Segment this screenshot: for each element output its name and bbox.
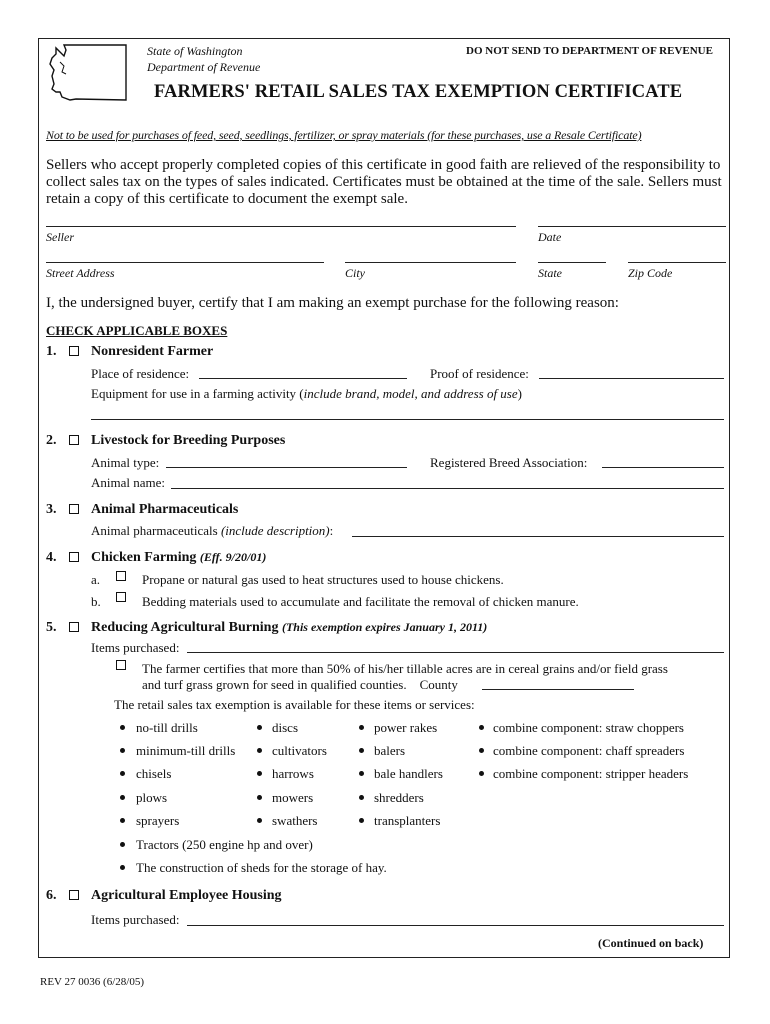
page-title: FARMERS' RETAIL SALES TAX EXEMPTION CERTIFICATE <box>154 82 683 102</box>
item-harrows: harrows <box>272 766 314 781</box>
equipment-label-close: ) <box>517 386 522 401</box>
section-5-checkbox[interactable] <box>69 622 79 632</box>
item-4b-letter: b. <box>91 594 101 609</box>
item-chisels: chisels <box>136 766 172 781</box>
certify-statement: I, the undersigned buyer, certify that I am making an exempt purchase for the following reason: <box>46 295 619 311</box>
animal-name-label: Animal name: <box>91 475 166 490</box>
bullet <box>479 771 484 776</box>
equipment-label-text: Equipment for use in a farming activity ( <box>91 386 304 401</box>
section-4-title-text: Chicken Farming <box>91 550 197 565</box>
section-6-title: Agricultural Employee Housing <box>91 888 282 903</box>
item-sprayers: sprayers <box>136 813 180 828</box>
pharmaceuticals-input-line[interactable] <box>352 536 724 537</box>
section-4-effective-date: (Eff. 9/20/01) <box>199 550 267 564</box>
bullet <box>479 748 484 753</box>
item-power-rakes: power rakes <box>374 720 438 735</box>
item-swathers: swathers <box>272 813 318 828</box>
date-input-line[interactable] <box>538 226 726 227</box>
animal-type-input-line[interactable] <box>166 467 407 468</box>
intro-line: Sellers who accept properly completed copies of this certificate in good faith are relieved of the responsibility to <box>46 157 721 173</box>
pharmaceuticals-label <box>91 523 333 539</box>
breed-association-input-line[interactable] <box>602 467 724 468</box>
item-4b-checkbox[interactable] <box>116 592 126 602</box>
intro-text <box>46 157 722 208</box>
farmer-certify-line-2 <box>142 677 458 693</box>
equipment-label-hint: include brand, model, and address of use <box>303 386 518 401</box>
pharmaceuticals-label-text: Animal pharmaceuticals <box>91 523 221 538</box>
bullet <box>257 795 262 800</box>
item-transplanters: transplanters <box>374 813 441 828</box>
farmer-certify-line-1: The farmer certifies that more than 50% of his/her tillable acres are in cereal grains and/or field grass <box>142 661 668 676</box>
item-4b-text: Bedding materials used to accumulate and facilitate the removal of chicken manure. <box>142 594 579 609</box>
item-minimum-till-drills: minimum-till drills <box>136 743 236 758</box>
item-4a-checkbox[interactable] <box>116 571 126 581</box>
animal-name-input-line[interactable] <box>171 488 724 489</box>
washington-state-map-icon <box>46 42 130 104</box>
county-label: County <box>419 677 458 692</box>
bullet <box>257 818 262 823</box>
place-of-residence-input-line[interactable] <box>199 378 407 379</box>
section-6-checkbox[interactable] <box>69 890 79 900</box>
continued-on-back: (Continued on back) <box>598 936 704 950</box>
farmer-certify-text: and turf grass grown for seed in qualified counties. <box>142 677 407 692</box>
county-input-line[interactable] <box>482 689 634 690</box>
city-label: City <box>345 266 365 280</box>
item-chaff-spreaders: combine component: chaff spreaders <box>493 743 685 758</box>
form-number: REV 27 0036 (6/28/05) <box>40 976 144 988</box>
item-straw-choppers: combine component: straw choppers <box>493 720 684 735</box>
section-4-number: 4. <box>46 550 57 565</box>
section-1-title: Nonresident Farmer <box>91 344 214 359</box>
bullet <box>120 771 125 776</box>
item-balers: balers <box>374 743 406 758</box>
item-discs: discs <box>272 720 298 735</box>
bullet <box>359 795 364 800</box>
date-label: Date <box>538 230 562 244</box>
city-input-line[interactable] <box>345 262 516 263</box>
item-mowers: mowers <box>272 790 314 805</box>
street-address-label: Street Address <box>46 266 115 280</box>
intro-line: collect sales tax on the types of sales indicated. Certificates must be obtained at the time of the sale. Sellers must <box>46 174 722 190</box>
bullet <box>120 818 125 823</box>
section-3-number: 3. <box>46 502 57 517</box>
bullet <box>120 865 125 870</box>
item-shredders: shredders <box>374 790 424 805</box>
item-hay-sheds: The construction of sheds for the storage of hay. <box>136 860 387 875</box>
check-boxes-heading: CHECK APPLICABLE BOXES <box>46 323 228 338</box>
seller-label: Seller <box>46 230 74 244</box>
items-purchased-6-label: Items purchased: <box>91 912 180 927</box>
zip-code-label: Zip Code <box>628 266 673 280</box>
bullet <box>359 748 364 753</box>
items-purchased-5-label: Items purchased: <box>91 640 180 655</box>
bullet <box>257 725 262 730</box>
seller-input-line[interactable] <box>46 226 516 227</box>
equipment-input-line[interactable] <box>91 419 724 420</box>
exemption-available-text: The retail sales tax exemption is available for these items or services: <box>114 697 475 712</box>
bullet <box>120 795 125 800</box>
disclaimer: Not to be used for purchases of feed, seed, seedlings, fertilizer, or spray materials (for these purchases, use a Resale Certificate) <box>46 128 642 142</box>
intro-line: retain a copy of this certificate to document the exempt sale. <box>46 191 408 207</box>
breed-association-label: Registered Breed Association: <box>430 455 588 470</box>
item-cultivators: cultivators <box>272 743 327 758</box>
animal-type-label: Animal type: <box>91 455 160 470</box>
item-4a-text: Propane or natural gas used to heat structures used to house chickens. <box>142 572 504 587</box>
zip-code-input-line[interactable] <box>628 262 726 263</box>
section-5-number: 5. <box>46 620 57 635</box>
section-1-number: 1. <box>46 344 57 359</box>
bullet <box>359 725 364 730</box>
item-no-till-drills: no-till drills <box>136 720 198 735</box>
section-5-expiration: (This exemption expires January 1, 2011) <box>281 620 488 634</box>
items-purchased-5-input-line[interactable] <box>187 652 724 653</box>
proof-of-residence-label: Proof of residence: <box>430 366 529 381</box>
section-6-number: 6. <box>46 888 57 903</box>
item-tractors: Tractors (250 engine hp and over) <box>136 837 313 852</box>
proof-of-residence-input-line[interactable] <box>539 378 724 379</box>
do-not-send-notice: DO NOT SEND TO DEPARTMENT OF REVENUE <box>466 45 713 57</box>
bullet <box>257 748 262 753</box>
item-bale-handlers: bale handlers <box>374 766 443 781</box>
item-plows: plows <box>136 790 168 805</box>
section-2-checkbox[interactable] <box>69 435 79 445</box>
section-3-checkbox[interactable] <box>69 504 79 514</box>
pharmaceuticals-label-hint: (include description) <box>220 523 330 538</box>
bullet <box>359 771 364 776</box>
bullet <box>479 725 484 730</box>
street-address-input-line[interactable] <box>46 262 324 263</box>
section-2-number: 2. <box>46 433 57 448</box>
equipment-label <box>91 386 522 402</box>
bullet <box>120 842 125 847</box>
state-input-line[interactable] <box>538 262 606 263</box>
section-4-title <box>91 550 266 566</box>
bullet <box>257 771 262 776</box>
section-5-title <box>91 620 487 636</box>
bullet <box>120 748 125 753</box>
state-label: State <box>538 266 562 280</box>
qualified-counties-checkbox[interactable] <box>116 660 126 670</box>
section-5-title-text: Reducing Agricultural Burning <box>91 620 279 635</box>
state-name: State of Washington <box>147 44 243 58</box>
department-name: Department of Revenue <box>147 60 261 74</box>
item-4a-letter: a. <box>91 572 101 587</box>
section-1-checkbox[interactable] <box>69 346 79 356</box>
place-of-residence-label: Place of residence: <box>91 366 190 381</box>
section-2-title: Livestock for Breeding Purposes <box>91 433 286 448</box>
bullet <box>359 818 364 823</box>
item-stripper-headers: combine component: stripper headers <box>493 766 689 781</box>
section-4-checkbox[interactable] <box>69 552 79 562</box>
section-3-title: Animal Pharmaceuticals <box>91 502 239 517</box>
bullet <box>120 725 125 730</box>
items-purchased-6-input-line[interactable] <box>187 925 724 926</box>
pharmaceuticals-label-colon: : <box>329 523 334 538</box>
